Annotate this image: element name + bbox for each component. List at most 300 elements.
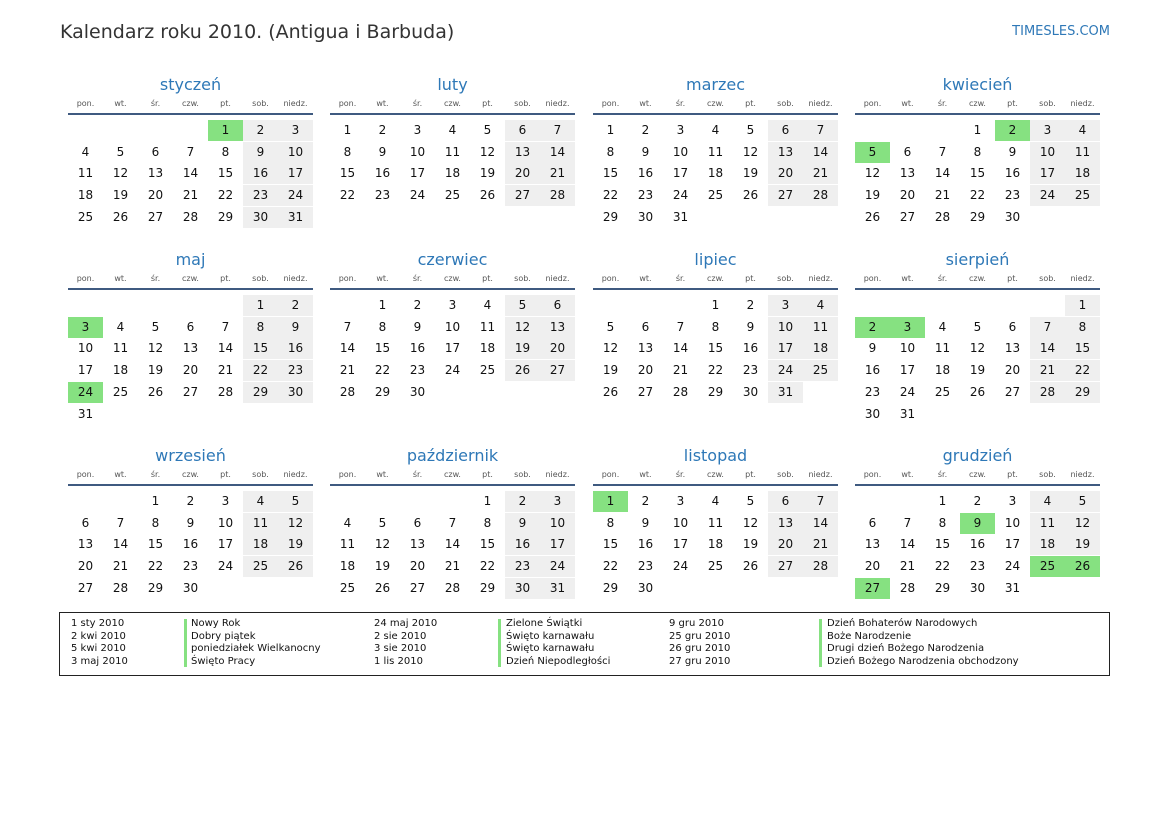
day-cell: 27: [768, 556, 803, 577]
day-cell: 25: [444, 188, 461, 203]
month-name: luty: [437, 75, 468, 94]
header-rule: [68, 484, 313, 486]
weekday-header: niedz.: [545, 470, 570, 479]
day-cell: 14: [217, 341, 234, 356]
weekday-header: wt.: [376, 274, 389, 283]
day-cell: 1: [606, 123, 615, 137]
day-cell: 17: [77, 363, 94, 378]
day-cell: 16: [864, 363, 881, 378]
weekday-header: niedz.: [1070, 470, 1095, 479]
legend-dates-column: [71, 618, 128, 669]
day-cell: 18: [339, 559, 356, 574]
day-cell: 26: [969, 384, 986, 399]
day-cell: 22: [339, 188, 356, 203]
day-cell: 6: [505, 120, 540, 141]
month-name: grudzień: [942, 446, 1013, 465]
holiday-day-cell: 3: [890, 317, 925, 338]
day-cell: 18: [243, 534, 278, 555]
day-cell: 24: [278, 185, 313, 206]
day-cell: 22: [147, 559, 164, 574]
day-cell: 8: [378, 319, 387, 334]
weekday-header: śr.: [150, 99, 161, 108]
day-cell: 21: [899, 559, 916, 574]
day-cell: 15: [243, 338, 278, 359]
day-cell: 14: [112, 537, 129, 552]
day-cell: 24: [672, 188, 689, 203]
weekday-header: pt.: [482, 470, 493, 479]
holiday-date: 9 gru 2010: [669, 618, 724, 629]
weekday-header: pon.: [338, 99, 357, 108]
day-cell: 16: [969, 537, 986, 552]
day-cell: 29: [602, 580, 619, 595]
day-cell: 5: [505, 295, 540, 316]
day-cell: 9: [746, 319, 755, 334]
weekday-header: pt.: [1007, 99, 1018, 108]
day-cell: 24: [899, 384, 916, 399]
day-cell: 7: [1030, 317, 1065, 338]
day-cell: 17: [444, 341, 461, 356]
weekday-header: czw.: [969, 470, 986, 479]
day-cell: 10: [77, 341, 94, 356]
day-cell: 11: [707, 515, 724, 530]
day-cell: 6: [768, 120, 803, 141]
day-cell: 4: [483, 298, 492, 312]
day-cell: 29: [374, 384, 391, 399]
weekday-header: sob.: [1039, 274, 1056, 283]
month-5: [68, 250, 313, 425]
day-cell: 11: [444, 144, 461, 159]
weekday-header: pon.: [338, 274, 357, 283]
holiday-name: Dzień Niepodległości: [506, 656, 611, 668]
day-cell: 13: [147, 166, 164, 181]
day-cell: 28: [803, 556, 838, 577]
day-cell: 15: [602, 537, 619, 552]
day-cell: 13: [409, 537, 426, 552]
day-cell: 8: [221, 144, 230, 159]
month-name: marzec: [685, 75, 745, 94]
holiday-day-cell: 25: [1030, 556, 1065, 577]
day-cell: 10: [1004, 515, 1021, 530]
day-cell: 17: [217, 537, 234, 552]
day-cell: 11: [803, 317, 838, 338]
day-cell: 6: [540, 295, 575, 316]
day-cell: 18: [707, 166, 724, 181]
weekday-header: śr.: [675, 99, 686, 108]
day-cell: 5: [746, 494, 755, 508]
day-cell: 7: [903, 515, 912, 530]
day-cell: 17: [540, 534, 575, 555]
holiday-day-cell: 5: [855, 142, 890, 163]
day-cell: 22: [602, 188, 619, 203]
month-12: [855, 446, 1100, 621]
day-cell: 12: [112, 166, 129, 181]
day-cell: 12: [479, 144, 496, 159]
day-cell: 8: [243, 317, 278, 338]
day-cell: 26: [742, 559, 759, 574]
day-cell: 22: [969, 188, 986, 203]
day-cell: 8: [973, 144, 982, 159]
day-cell: 28: [934, 209, 951, 224]
day-cell: 5: [151, 319, 160, 334]
weekday-header: niedz.: [808, 470, 833, 479]
day-cell: 21: [1030, 360, 1065, 381]
day-cell: 14: [803, 142, 838, 163]
day-cell: 21: [672, 363, 689, 378]
holiday-name: Święto Pracy: [191, 656, 256, 668]
day-cell: 6: [768, 491, 803, 512]
day-cell: 15: [339, 166, 356, 181]
day-cell: 11: [707, 144, 724, 159]
day-cell: 1: [973, 123, 982, 137]
day-cell: 19: [1065, 534, 1100, 555]
weekday-header: czw.: [707, 274, 724, 283]
day-cell: 20: [147, 188, 164, 203]
weekday-header: sob.: [1039, 470, 1056, 479]
day-cell: 22: [707, 363, 724, 378]
weekday-header: czw.: [444, 274, 461, 283]
weekday-header: niedz.: [808, 274, 833, 283]
header-rule: [330, 113, 575, 115]
day-cell: 3: [278, 120, 313, 141]
weekday-header: wt.: [114, 470, 127, 479]
legend-holiday-marker: [498, 619, 501, 667]
holiday-name: Dzień Bohaterów Narodowych: [827, 618, 978, 629]
day-cell: 4: [243, 491, 278, 512]
day-cell: 3: [540, 491, 575, 512]
day-cell: 15: [147, 537, 164, 552]
day-cell: 30: [1004, 209, 1021, 224]
weekday-header: pon.: [601, 470, 620, 479]
day-cell: 31: [278, 207, 313, 228]
day-cell: 21: [112, 559, 129, 574]
day-cell: 23: [374, 188, 391, 203]
month-7: [593, 250, 838, 425]
holiday-day-cell: 1: [593, 491, 628, 512]
day-cell: 26: [147, 384, 164, 399]
day-cell: 2: [278, 295, 313, 316]
day-cell: 14: [540, 142, 575, 163]
day-cell: 16: [505, 534, 540, 555]
day-cell: 3: [413, 123, 422, 137]
day-cell: 12: [278, 513, 313, 534]
day-cell: 26: [374, 580, 391, 595]
day-cell: 20: [899, 188, 916, 203]
day-cell: 6: [186, 319, 195, 334]
day-cell: 18: [1030, 534, 1065, 555]
weekday-header: sob.: [514, 274, 531, 283]
month-3: [593, 75, 838, 250]
day-cell: 20: [182, 363, 199, 378]
day-cell: 19: [479, 166, 496, 181]
month-name: kwiecień: [942, 75, 1013, 94]
day-cell: 1: [243, 295, 278, 316]
day-cell: 20: [540, 338, 575, 359]
day-cell: 6: [641, 319, 650, 334]
weekday-header: czw.: [707, 470, 724, 479]
day-cell: 19: [112, 188, 129, 203]
day-cell: 29: [969, 209, 986, 224]
day-cell: 22: [479, 559, 496, 574]
day-cell: 4: [711, 123, 720, 137]
day-cell: 11: [243, 513, 278, 534]
day-cell: 23: [409, 363, 426, 378]
day-cell: 26: [278, 556, 313, 577]
month-6: [330, 250, 575, 425]
day-cell: 5: [606, 319, 615, 334]
day-cell: 10: [409, 144, 426, 159]
day-cell: 20: [77, 559, 94, 574]
day-cell: 13: [505, 142, 540, 163]
day-cell: 19: [505, 338, 540, 359]
day-cell: 19: [742, 166, 759, 181]
day-cell: 14: [672, 341, 689, 356]
day-cell: 15: [217, 166, 234, 181]
weekday-header: czw.: [182, 99, 199, 108]
day-cell: 6: [81, 515, 90, 530]
weekday-header: śr.: [150, 274, 161, 283]
month-1: [68, 75, 313, 250]
weekday-header: wt.: [901, 274, 914, 283]
holiday-day-cell: 27: [855, 578, 890, 599]
header-rule: [68, 113, 313, 115]
day-cell: 3: [1030, 120, 1065, 141]
day-cell: 20: [505, 163, 540, 184]
day-cell: 19: [602, 363, 619, 378]
weekday-header: czw.: [444, 470, 461, 479]
month-8: [855, 250, 1100, 425]
day-cell: 2: [641, 494, 650, 508]
holiday-name: Drugi dzień Bożego Narodzenia: [827, 643, 985, 655]
header-rule: [593, 484, 838, 486]
holiday-day-cell: 1: [208, 120, 243, 141]
day-cell: 4: [938, 319, 947, 334]
weekday-header: pon.: [76, 470, 95, 479]
weekday-header: pt.: [220, 470, 231, 479]
weekday-header: pt.: [482, 274, 493, 283]
day-cell: 29: [217, 209, 234, 224]
day-cell: 19: [278, 534, 313, 555]
day-cell: 25: [707, 188, 724, 203]
weekday-header: niedz.: [545, 274, 570, 283]
day-cell: 15: [934, 537, 951, 552]
day-cell: 22: [243, 360, 278, 381]
day-cell: 30: [182, 580, 199, 595]
day-cell: 4: [711, 494, 720, 508]
day-cell: 29: [479, 580, 496, 595]
day-cell: 7: [803, 491, 838, 512]
day-cell: 25: [707, 559, 724, 574]
weekday-header: śr.: [412, 470, 423, 479]
day-cell: 12: [742, 144, 759, 159]
weekday-header: wt.: [376, 99, 389, 108]
weekday-header: sob.: [514, 470, 531, 479]
day-cell: 9: [278, 317, 313, 338]
day-cell: 27: [77, 580, 94, 595]
day-cell: 11: [339, 537, 356, 552]
day-cell: 31: [672, 209, 689, 224]
day-cell: 30: [637, 209, 654, 224]
holiday-name: Dzień Bożego Narodzenia obchodzony: [827, 656, 1019, 668]
header-rule: [593, 288, 838, 290]
day-cell: 10: [217, 515, 234, 530]
month-name: czerwiec: [417, 250, 488, 269]
day-cell: 2: [243, 120, 278, 141]
holiday-day-cell: 26: [1065, 556, 1100, 577]
day-cell: 18: [77, 188, 94, 203]
holiday-date: 24 maj 2010: [374, 618, 438, 629]
weekday-header: pon.: [863, 470, 882, 479]
day-cell: 24: [672, 559, 689, 574]
day-cell: 17: [409, 166, 426, 181]
day-cell: 22: [934, 559, 951, 574]
header-rule: [330, 484, 575, 486]
day-cell: 22: [374, 363, 391, 378]
day-cell: 7: [540, 120, 575, 141]
weekday-header: śr.: [412, 274, 423, 283]
day-cell: 24: [1030, 185, 1065, 206]
day-cell: 10: [672, 515, 689, 530]
day-cell: 8: [711, 319, 720, 334]
day-cell: 10: [444, 319, 461, 334]
day-cell: 29: [707, 384, 724, 399]
day-cell: 21: [803, 534, 838, 555]
day-cell: 6: [1008, 319, 1017, 334]
day-cell: 27: [540, 360, 575, 381]
day-cell: 4: [448, 123, 457, 137]
day-cell: 4: [343, 515, 352, 530]
day-cell: 30: [243, 207, 278, 228]
day-cell: 15: [602, 166, 619, 181]
month-name: listopad: [683, 446, 748, 465]
weekday-header: niedz.: [1070, 99, 1095, 108]
day-cell: 11: [77, 166, 94, 181]
weekday-header: czw.: [182, 470, 199, 479]
holiday-name: Dobry piątek: [191, 630, 256, 642]
weekday-header: sob.: [252, 470, 269, 479]
day-cell: 25: [77, 209, 94, 224]
day-cell: 16: [742, 341, 759, 356]
weekday-header: śr.: [675, 274, 686, 283]
day-cell: 5: [278, 491, 313, 512]
day-cell: 7: [116, 515, 125, 530]
holiday-day-cell: 2: [855, 317, 890, 338]
day-cell: 21: [934, 188, 951, 203]
day-cell: 17: [672, 166, 689, 181]
day-cell: 28: [182, 209, 199, 224]
day-cell: 28: [112, 580, 129, 595]
day-cell: 31: [77, 406, 94, 421]
day-cell: 7: [448, 515, 457, 530]
day-cell: 7: [803, 120, 838, 141]
day-cell: 10: [768, 317, 803, 338]
day-cell: 22: [1065, 360, 1100, 381]
day-cell: 9: [413, 319, 422, 334]
day-cell: 11: [112, 341, 129, 356]
day-cell: 27: [899, 209, 916, 224]
day-cell: 29: [934, 580, 951, 595]
day-cell: 13: [864, 537, 881, 552]
day-cell: 28: [1030, 382, 1065, 403]
day-cell: 16: [1004, 166, 1021, 181]
day-cell: 2: [505, 491, 540, 512]
weekday-header: czw.: [969, 99, 986, 108]
day-cell: 23: [969, 559, 986, 574]
day-cell: 3: [676, 494, 685, 508]
holiday-day-cell: 9: [960, 513, 995, 534]
day-cell: 26: [602, 384, 619, 399]
day-cell: 4: [81, 144, 90, 159]
weekday-header: pt.: [745, 274, 756, 283]
day-cell: 31: [1004, 580, 1021, 595]
day-cell: 1: [378, 298, 387, 312]
weekday-header: śr.: [675, 470, 686, 479]
day-cell: 18: [479, 341, 496, 356]
day-cell: 13: [768, 142, 803, 163]
day-cell: 2: [378, 123, 387, 137]
day-cell: 1: [343, 123, 352, 137]
day-cell: 31: [768, 382, 803, 403]
day-cell: 14: [444, 537, 461, 552]
month-9: [68, 446, 313, 621]
day-cell: 25: [243, 556, 278, 577]
holiday-date: 1 sty 2010: [71, 618, 125, 629]
day-cell: 8: [938, 515, 947, 530]
holiday-legend: [59, 612, 1110, 676]
day-cell: 2: [973, 494, 982, 508]
weekday-header: pt.: [482, 99, 493, 108]
month-name: sierpień: [945, 250, 1010, 269]
day-cell: 19: [969, 363, 986, 378]
day-cell: 20: [1004, 363, 1021, 378]
day-cell: 23: [1004, 188, 1021, 203]
holiday-date: 25 gru 2010: [669, 630, 731, 642]
day-cell: 25: [339, 580, 356, 595]
day-cell: 24: [1004, 559, 1021, 574]
site-link[interactable]: TIMESLES.COM: [1012, 24, 1110, 39]
day-cell: 28: [672, 384, 689, 399]
holiday-name: Święto karnawału: [506, 630, 595, 642]
day-cell: 18: [1065, 163, 1100, 184]
month-name: maj: [175, 250, 206, 269]
day-cell: 16: [374, 166, 391, 181]
holiday-name: poniedziałek Wielkanocny: [191, 643, 321, 655]
day-cell: 17: [1030, 163, 1065, 184]
day-cell: 16: [182, 537, 199, 552]
weekday-header: czw.: [182, 274, 199, 283]
day-cell: 19: [742, 537, 759, 552]
day-cell: 20: [768, 534, 803, 555]
holiday-date: 5 kwi 2010: [71, 643, 126, 655]
legend-names-column: [191, 618, 321, 669]
weekday-header: czw.: [444, 99, 461, 108]
day-cell: 17: [1004, 537, 1021, 552]
weekday-header: pon.: [76, 274, 95, 283]
day-cell: 20: [864, 559, 881, 574]
weekday-header: sob.: [252, 274, 269, 283]
day-cell: 25: [1065, 185, 1100, 206]
day-cell: 12: [969, 341, 986, 356]
day-cell: 26: [505, 360, 540, 381]
holiday-name: Święto karnawału: [506, 643, 595, 655]
day-cell: 1: [1065, 295, 1100, 316]
day-cell: 29: [1065, 382, 1100, 403]
weekday-header: wt.: [639, 99, 652, 108]
day-cell: 23: [637, 188, 654, 203]
day-cell: 10: [899, 341, 916, 356]
holiday-date: 3 sie 2010: [374, 643, 427, 655]
weekday-header: śr.: [412, 99, 423, 108]
day-cell: 15: [479, 537, 496, 552]
